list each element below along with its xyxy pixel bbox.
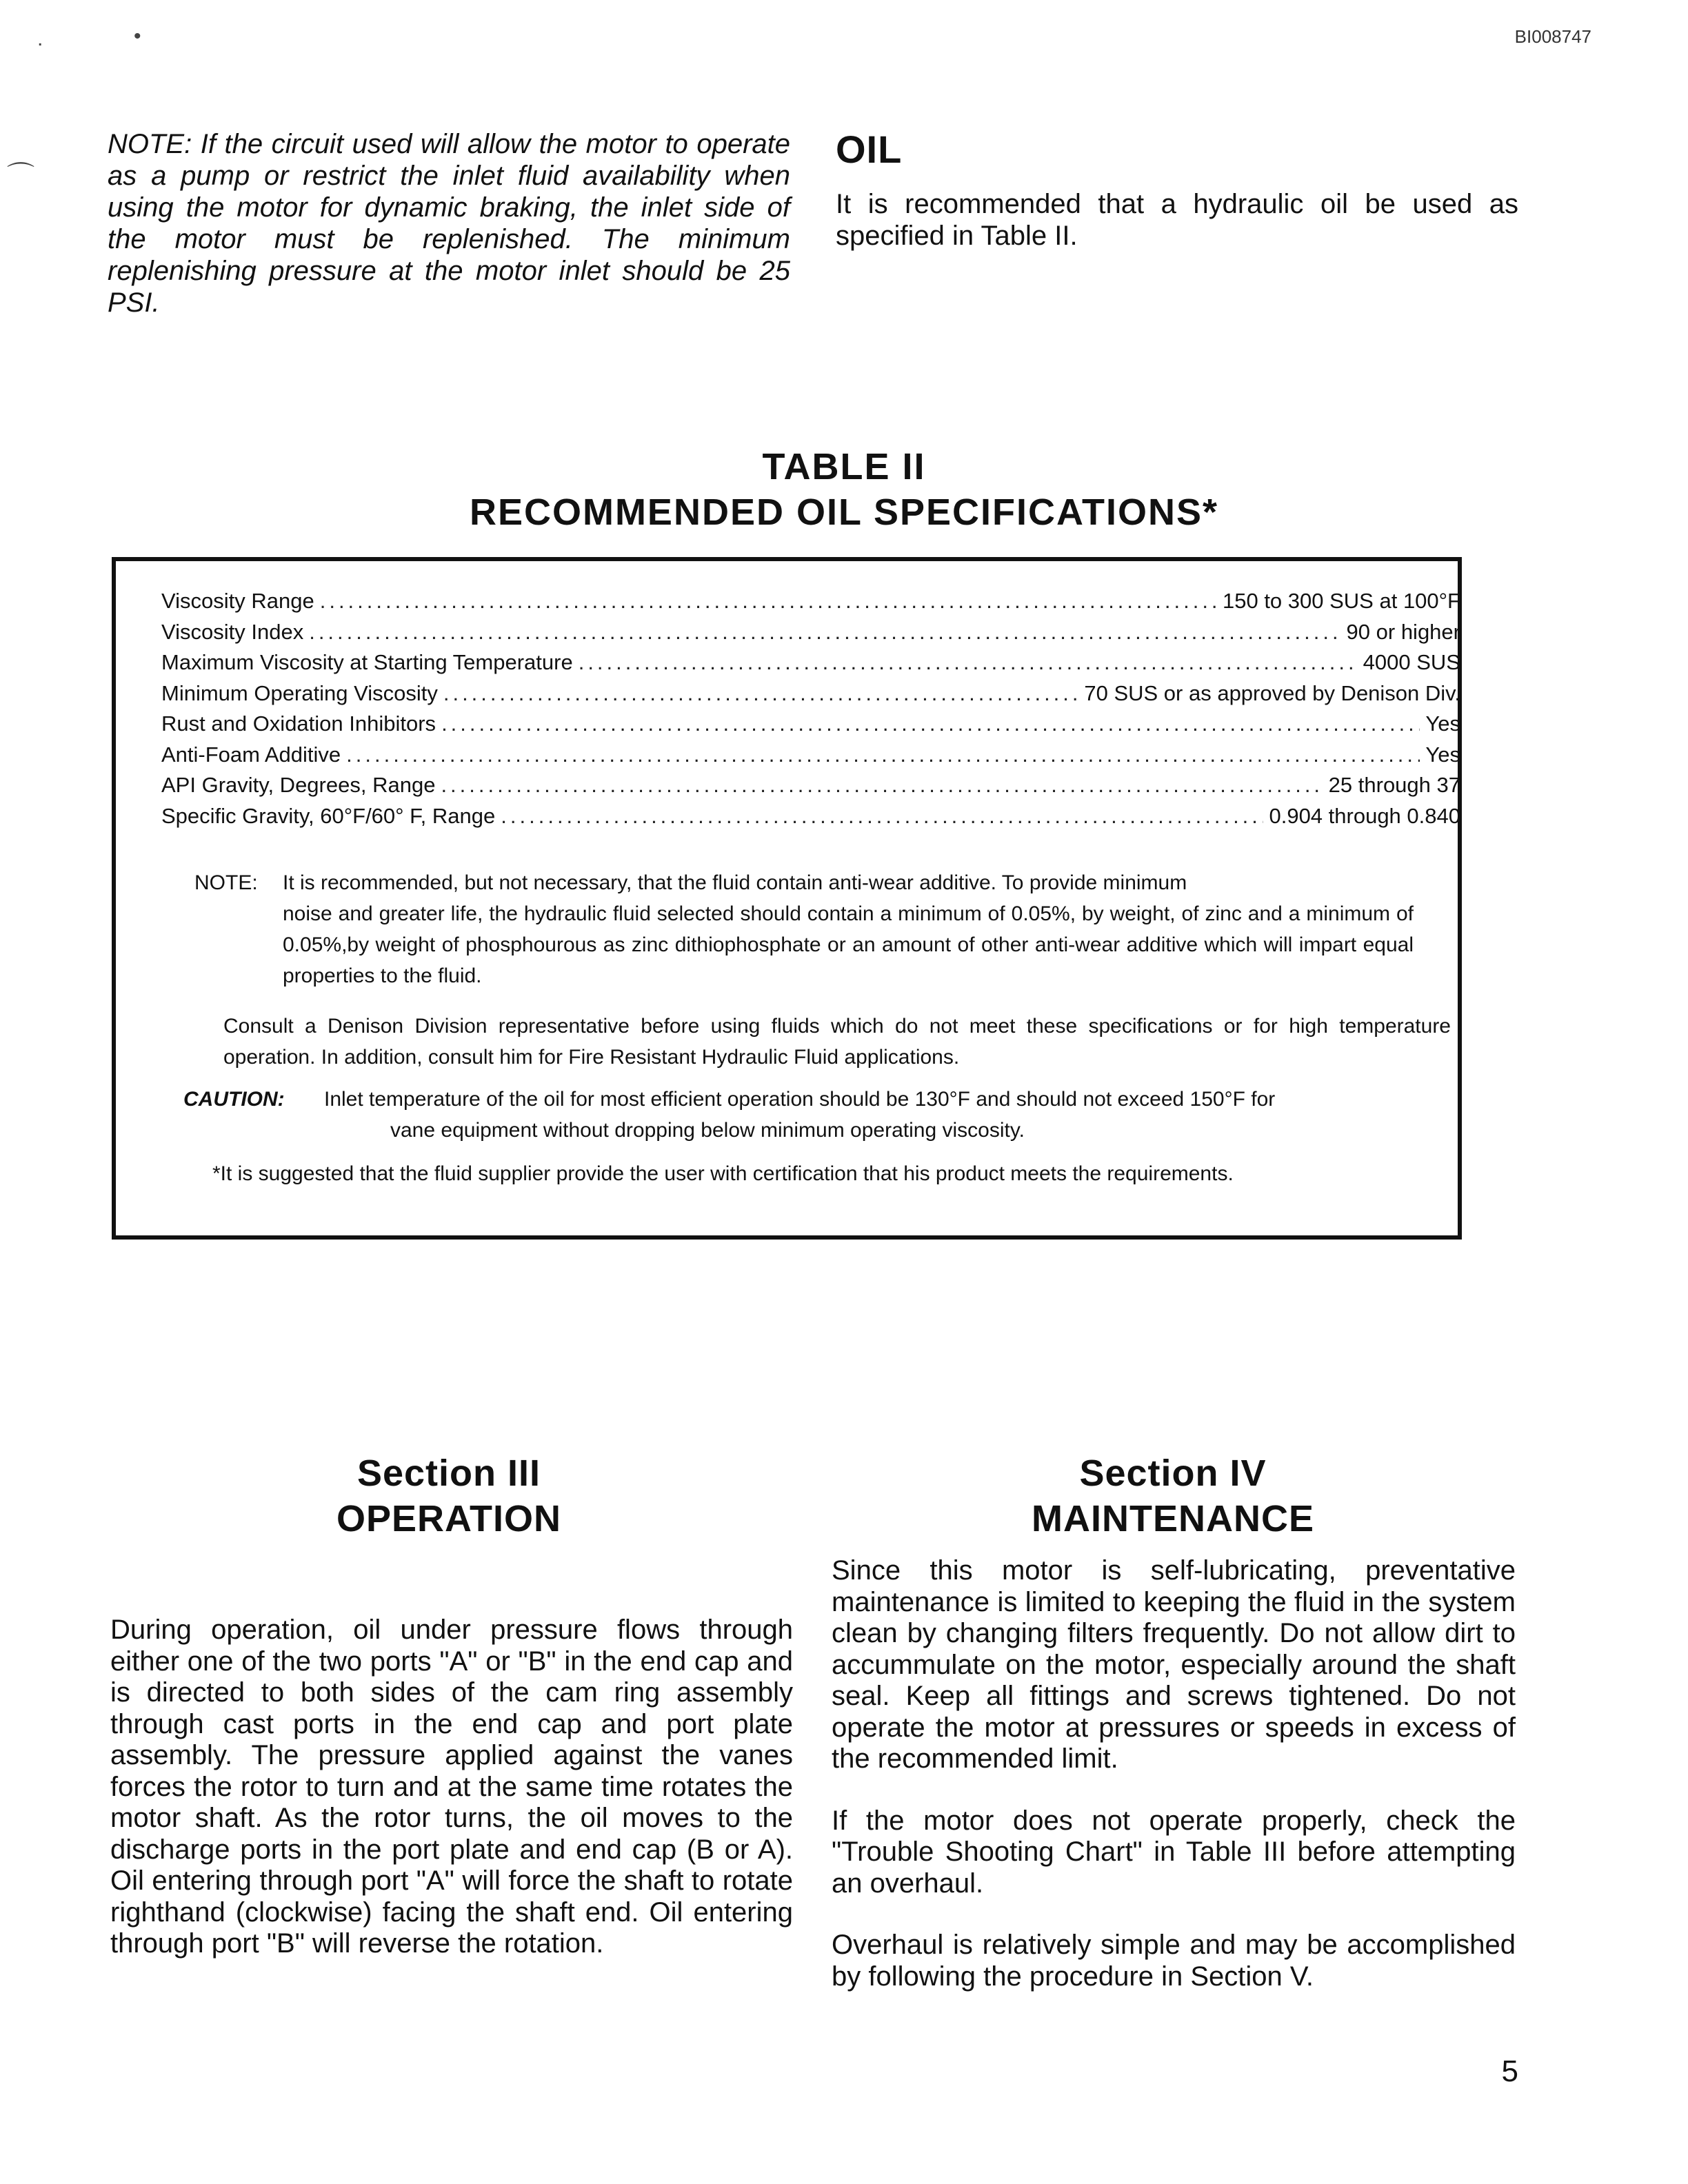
- section-3-heading: [108, 1450, 790, 1541]
- table-title: [0, 444, 1688, 535]
- spec-row: [161, 617, 1460, 648]
- leader-dots: [309, 617, 1340, 648]
- page-number: 5: [1501, 2054, 1518, 2088]
- spec-label: API Gravity, Degrees, Range: [161, 773, 436, 797]
- scan-mark: .: [37, 28, 43, 50]
- oil-section: [836, 127, 1518, 252]
- maintenance-paragraph: If the motor does not operate properly, check the "Trouble Shooting Chart" in Table III before attempting an overhaul.: [832, 1805, 1516, 1899]
- section-4-number: Section IV: [1079, 1453, 1267, 1494]
- table-title-line1: TABLE II: [762, 446, 926, 487]
- section-4-title: MAINTENANCE: [1032, 1498, 1314, 1539]
- operation-text: During operation, oil under pressure flows through either one of the two ports "A" or "B" in the end cap and is directed to both sides of the cam ring assembly through cast ports in the end cap and port plate assembly. The pressure applied against the vanes forces the rotor to turn and at the same time rotates the motor shaft. As the rotor turns, the oil moves to the discharge ports in the port plate and end cap (B or A). Oil entering through port "A" will force the shaft to rotate righthand (clockwise) facing the shaft end. Oil entering through port "B" will reverse the rotation.: [110, 1615, 793, 1959]
- spec-label: Viscosity Range: [161, 589, 314, 613]
- section-3-title: OPERATION: [336, 1498, 561, 1539]
- note-label: NOTE:: [194, 871, 258, 894]
- spec-row: [161, 586, 1460, 617]
- table-footnote: *It is suggested that the fluid supplier provide the user with certification that his product meets the requirements.: [212, 1162, 1234, 1185]
- spec-row: [161, 770, 1460, 801]
- spec-value: Yes: [1425, 742, 1460, 767]
- spec-label: Minimum Operating Viscosity: [161, 680, 438, 705]
- maintenance-text: [832, 1555, 1516, 2023]
- spec-label: Specific Gravity, 60°F/60° F, Range: [161, 803, 496, 828]
- anti-wear-note: [194, 867, 1436, 991]
- leader-dots: [346, 740, 1420, 771]
- spec-row: [161, 647, 1460, 678]
- document-id: BI008747: [1514, 26, 1591, 47]
- note-text: noise and greater life, the hydraulic fluid selected should contain a minimum of 0.05%, by weight, of zinc and a minimum of 0.05%,by weight of phosphourous as zinc dithiophosphate or an amount of other anti-wear additive which will impart equal properties to the fluid.: [283, 902, 1414, 987]
- spec-label: Viscosity Index: [161, 619, 304, 644]
- maintenance-paragraph: Since this motor is self-lubricating, preventative maintenance is limited to keeping the fluid in the system clean by changing filters frequently. Do not allow dirt to accummulate on the motor, especially around the shaft seal. Keep all fittings and screws tightened. Do not operate the motor at pressures or speeds in excess of the recommended limit.: [832, 1555, 1516, 1774]
- leader-dots: [579, 647, 1358, 678]
- leader-dots: [443, 678, 1079, 709]
- spec-value: 90 or higher: [1346, 619, 1460, 644]
- spec-list: [161, 586, 1460, 831]
- top-note: NOTE: If the circuit used will allow the motor to operate as a pump or restrict the inlet fluid availability when using the motor for dynamic braking, the inlet side of the motor must be replenished. The minimum replenishing pressure at the motor inlet should be 25 PSI.: [108, 129, 790, 318]
- section-3-number: Section III: [356, 1453, 541, 1494]
- spec-value: 25 through 37: [1328, 773, 1460, 797]
- spec-row: [161, 740, 1460, 771]
- table-title-line2: RECOMMENDED OIL SPECIFICATIONS*: [469, 492, 1219, 533]
- spec-value: 150 to 300 SUS at 100°F: [1222, 589, 1460, 613]
- spec-label: Anti-Foam Additive: [161, 742, 341, 767]
- consult-note: Consult a Denison Division representative before using fluids which do not meet these specifications or for high temperature operation. In addition, consult him for Fire Resistant Hydraulic Fluid applications.: [223, 1015, 1451, 1069]
- note-text-first-line: It is recommended, but not necessary, that the fluid contain anti-wear additive. To provide minimum: [283, 871, 1187, 894]
- leader-dots: [501, 801, 1263, 832]
- oil-heading: OIL: [836, 128, 903, 171]
- spec-row: [161, 709, 1460, 740]
- leader-dots: [441, 770, 1323, 801]
- oil-text: It is recommended that a hydraulic oil be used as specified in Table II.: [836, 189, 1518, 251]
- leader-dots: [441, 709, 1420, 740]
- oil-spec-table: [112, 557, 1462, 1240]
- spec-value: 4000 SUS: [1363, 650, 1460, 674]
- scan-mark: ⌒: [7, 161, 34, 192]
- spec-value: Yes: [1425, 711, 1460, 736]
- spec-label: Rust and Oxidation Inhibitors: [161, 711, 436, 736]
- spec-label: Maximum Viscosity at Starting Temperature: [161, 650, 573, 674]
- maintenance-paragraph: Overhaul is relatively simple and may be accomplished by following the procedure in Section V.: [832, 1930, 1516, 1992]
- section-4-heading: [832, 1450, 1514, 1541]
- spec-row: [161, 801, 1460, 832]
- caution-label: CAUTION:: [183, 1088, 285, 1111]
- caution-note: [183, 1084, 1459, 1146]
- scan-mark: •: [134, 25, 141, 48]
- spec-value: 0.904 through 0.840: [1269, 803, 1460, 828]
- leader-dots: [320, 586, 1217, 617]
- spec-value: 70 SUS or as approved by Denison Div.: [1084, 680, 1460, 705]
- spec-row: [161, 678, 1460, 709]
- caution-text-first-line: Inlet temperature of the oil for most efficient operation should be 130°F and should not exceed 150°F for: [324, 1088, 1276, 1111]
- caution-text: vane equipment without dropping below minimum operating viscosity.: [390, 1119, 1025, 1142]
